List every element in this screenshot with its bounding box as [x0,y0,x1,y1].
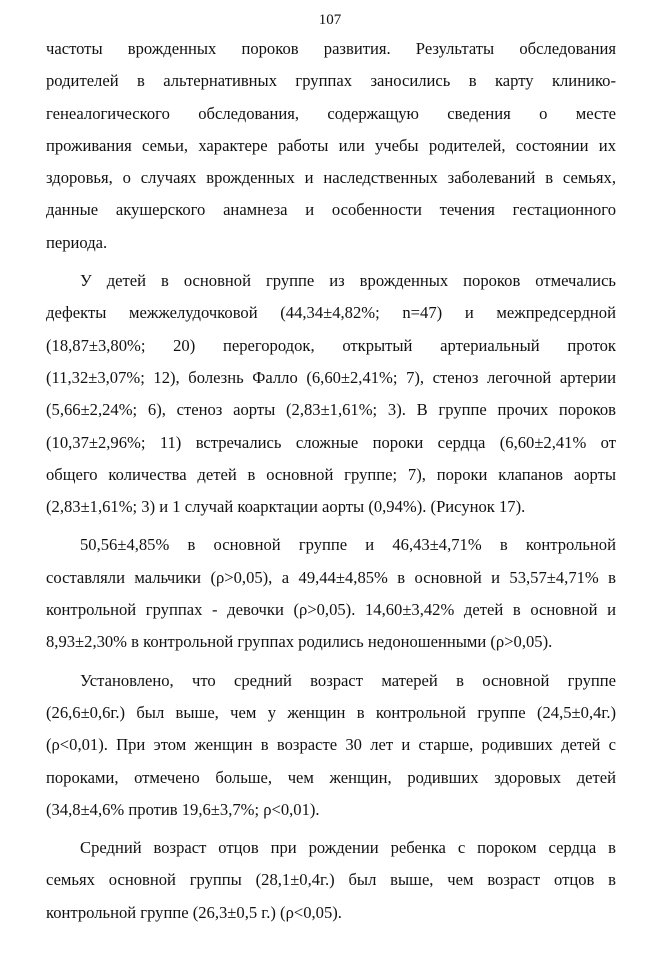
text-line: У детей в основной группе из врожденных пороков отмечались [80,271,616,291]
paragraph-4 [46,665,616,826]
paragraph-3 [46,529,616,658]
text-line: (ρ<0,01). При этом женщин в возрасте 30 лет и старше, родивших детей с [46,735,616,755]
text-line: контрольной группе (26,3±0,5 г.) (ρ<0,05). [46,902,342,922]
text-line: родителей в альтернативных группах заносились в карту клинико- [46,71,616,91]
paragraph-2 [46,265,616,523]
text-line: частоты врожденных пороков развития. Результаты обследования [46,39,616,58]
text-line: 50,56±4,85% в основной группе и 46,43±4,71% в контрольной [80,535,616,555]
paragraph-5 [46,832,616,929]
text-line: (2,83±1,61%; 3) и 1 случай коарктации аорты (0,94%). (Рисунок 17). [46,497,526,517]
text-line: (5,66±2,24%; 6), стеноз аорты (2,83±1,61%; 3). В группе прочих пороков [46,400,616,420]
text-line: контрольной группах - девочки (ρ>0,05). 14,60±3,42% детей в основной и [46,600,616,620]
page-number: 107 [318,12,342,28]
text-line: Установлено, что средний возраст матерей в основной группе [80,670,616,690]
text-line: генеалогического обследования, содержащую сведения о месте [46,103,616,123]
text-line: пороками, отмечено больше, чем женщин, родивших здоровых детей [46,767,616,787]
document-body [46,33,616,929]
text-line: (11,32±3,07%; 12), болезнь Фалло (6,60±2,41%; 7), стеноз легочной артерии [46,367,616,387]
text-line: (18,87±3,80%; 20) перегородок, открытый артериальный проток [46,335,616,355]
text-line: проживания семьи, характере работы или учебы родителей, состоянии их [46,135,616,155]
text-line: семьях основной группы (28,1±0,4г.) был выше, чем возраст отцов в [46,870,616,890]
text-line: дефекты межжелудочковой (44,34±4,82%; n=47) и межпредсердной [46,303,616,323]
text-line: 8,93±2,30% в контрольной группах родились недоношенными (ρ>0,05). [46,632,553,652]
text-line: составляли мальчики (ρ>0,05), а 49,44±4,85% в основной и 53,57±4,71% в [46,567,616,587]
text-line: здоровья, о случаях врожденных и наследственных заболеваний в семьях, [46,168,616,188]
text-line: общего количества детей в основной группе; 7), пороки клапанов аорты [46,464,616,484]
text-line: (34,8±4,6% против 19,6±3,7%; ρ<0,01). [46,799,320,819]
text-line: данные акушерского анамнеза и особенности течения гестационного [46,200,616,220]
text-line: периода. [46,232,108,252]
text-line: (26,6±0,6г.) был выше, чем у женщин в контрольной группе (24,5±0,4г.) [46,702,616,722]
text-line: Средний возраст отцов при рождении ребенка с пороком сердца в [80,838,616,858]
paragraph-1 [46,33,616,259]
text-line: (10,37±2,96%; 11) встречались сложные пороки сердца (6,60±2,41% от [46,432,616,452]
